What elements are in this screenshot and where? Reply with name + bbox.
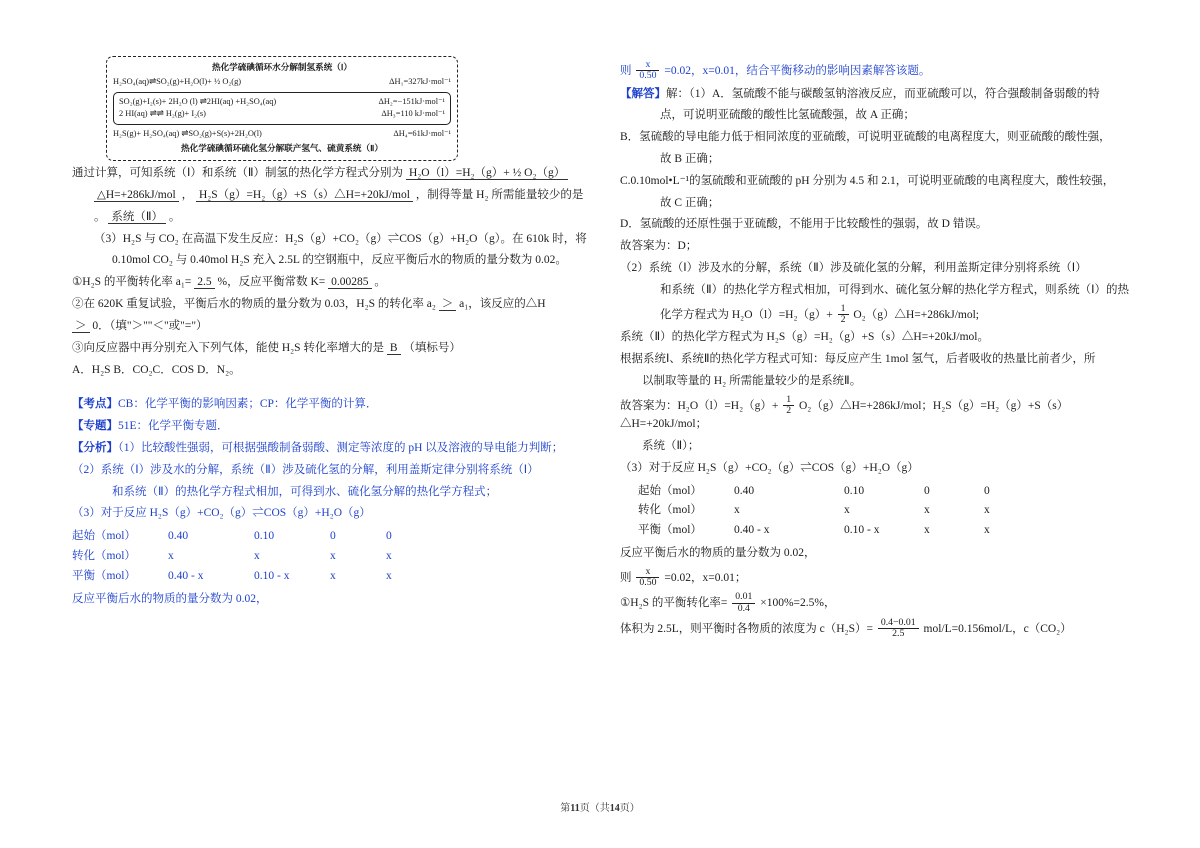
cell-value: x [330, 550, 336, 563]
footer-mid: 页（共 [579, 803, 610, 814]
row-label: 平衡（mol） [72, 569, 136, 582]
paragraph-right-x-fraction [620, 567, 1140, 589]
text-fragment: 0.10mol CO₂ 与 0.40mol H₂S 充入 2.5L 的空钢瓶中，反应平衡后水的物质的量分数为 0.02。 [112, 254, 567, 267]
equation-lhs: SO₂(g)+I₂(s)+ 2H₂O (l) ⇌2HI(aq) +H₂SO₄(aq) [119, 96, 277, 106]
cell-value: 0 [984, 484, 990, 497]
cell-value: x [984, 524, 990, 537]
right-column [620, 56, 1140, 643]
text-fragment: （填标号） [403, 341, 461, 354]
footer-total-pages: 14 [609, 803, 620, 814]
text-fragment: ，制得等量 H₂ 所需能量较少的是 [415, 189, 584, 202]
paragraph-fenxi-2: （2）系统（Ⅰ）涉及水的分解，系统（Ⅱ）涉及硫化氢的分解，利用盖斯定律分别将系统（Ⅰ） [72, 463, 539, 476]
equation-lhs: H₂S(g)+ H₂SO₄(aq) ⇌SO₂(g)+S(s)+2H₂O(l) [113, 128, 262, 138]
cell-value: x [386, 569, 392, 582]
cell-value: x [330, 569, 336, 582]
left-ice-table [72, 527, 392, 586]
paragraph-q3-intro [72, 231, 592, 249]
text-fragment: 故答案为：H₂O（l）=H₂（g）+ [620, 399, 779, 412]
zhuanti-label: 【专题】 [72, 420, 118, 433]
kaodian-label: 【考点】 [72, 398, 118, 411]
cell-value: 0.10 - x [254, 569, 290, 582]
table-row [620, 501, 990, 521]
paragraph-options: A．H₂S B．CO₂C．COS D．N₂。 [72, 363, 241, 376]
paragraph-explain-2d: 系统（Ⅱ）的热化学方程式为 H₂S（g）=H₂（g）+S（s）△H=+20kJ/mol。 [620, 331, 989, 344]
fraction-denominator: 2.5 [878, 628, 919, 639]
diagram-equation-row [113, 128, 451, 141]
text-fragment: ①H₂S 的平衡转化率 a₁= [72, 276, 192, 289]
diagram-equation-row [113, 76, 451, 89]
blank-choice: B [387, 342, 401, 355]
paragraph-option-b-cont: 故 B 正确； [660, 152, 720, 165]
cell-value: 0.10 [254, 530, 275, 543]
table-row [620, 521, 990, 541]
cell-value: 0.40 [168, 530, 189, 543]
cell-value: x [984, 504, 990, 517]
text-fragment: ①H₂S 的平衡转化率= [620, 597, 728, 610]
diagram-title-bottom: 热化学硫碘循环硫化氢分解联产氢气、硫黄系统（Ⅱ） [181, 143, 383, 154]
table-row [72, 567, 392, 587]
jieda-text: 解：（1）A．氢硫酸不能与碳酸氢钠溶液反应，而亚硫酸可以，符合强酸制备弱酸的特 [666, 87, 1100, 100]
paragraph-fenxi-2-cont: 和系统（Ⅱ）的热化学方程式相加，可得到水、硫化氢分解的热化学方程式； [112, 485, 498, 498]
fraction [636, 60, 659, 82]
paragraph-fenxi-3: （3）对于反应 H₂S（g）+CO₂（g）⇌COS（g）+H₂O（g） [72, 507, 371, 520]
text-fragment: 。 [168, 210, 181, 223]
cell-value: 0.40 - x [168, 569, 204, 582]
cell-value: x [924, 504, 930, 517]
text-fragment: O₂（g）△H=+286kJ/mol；H₂S（g）=H₂（g）+S（s）△H=+20kJ/mol； [620, 399, 1069, 431]
row-label: 转化（mol） [638, 504, 702, 517]
footer-suffix: 页） [619, 803, 640, 814]
paragraph-explain-3: （3）对于反应 H₂S（g）+CO₂（g）⇌COS（g）+H₂O（g） [620, 461, 919, 474]
paragraph-explain-2c [620, 304, 1140, 326]
paragraph-explain-2f: 以制取等量的 H₂ 所需能量较少的是系统Ⅱ。 [642, 374, 862, 387]
paragraph-option-c-cont: 故 C 正确； [660, 196, 720, 209]
text-fragment: O₂（g）△H=+286kJ/mol; [853, 308, 979, 321]
paragraph-answer-2 [620, 395, 1140, 434]
paragraph-explain-2e: 根据系统Ⅰ、系统Ⅱ的热化学方程式可知：每反应产生 1mol 氢气，后者吸收的热量比前者少，所 [620, 353, 1096, 365]
text-fragment: =0.02，x=0.01，结合平衡移动的影响因素解答该题。 [664, 64, 931, 77]
paragraph-q3-2-cont [72, 318, 592, 336]
paragraph-zhuanti [72, 418, 592, 436]
cell-value: x [254, 550, 260, 563]
equation-rhs: ΔH₁=327kJ·mol⁻¹ [389, 76, 451, 86]
paragraph-q1-calc [620, 592, 1140, 614]
paragraph-system-conclusion-cont2 [72, 209, 592, 227]
fraction-numerator: x [645, 59, 651, 70]
fraction [636, 567, 659, 589]
fraction-denominator: 2 [838, 314, 849, 325]
diagram-equation-row [119, 96, 445, 109]
text-fragment: 通过计算，可知系统（Ⅰ）和系统（Ⅱ）制氢的热化学方程式分别为 [72, 167, 404, 180]
table-row [72, 527, 392, 547]
text-fragment: 。 [374, 276, 386, 289]
fraction-denominator: 0.50 [636, 70, 659, 81]
text-fragment: 化学方程式为 H₂O（l）=H₂（g）+ [660, 308, 833, 321]
cell-value: x [844, 504, 850, 517]
paragraph-q2-calc [620, 618, 1140, 640]
text-fragment: mol/L=0.156mol/L，c（CO₂） [923, 622, 1072, 635]
diagram-equation-row [119, 108, 445, 121]
cell-value: x [386, 550, 392, 563]
text-fragment: ③向反应器中再分别充入下列气体，能使 H₂S 转化率增大的是 [72, 341, 384, 354]
text-fragment: 则 [620, 64, 632, 77]
paragraph-q3-intro-cont [72, 252, 592, 270]
fraction [783, 395, 794, 417]
paragraph-q3-3 [72, 340, 592, 358]
jieda-label: 【解答】 [620, 87, 666, 100]
cell-value: x [924, 524, 930, 537]
paragraph-option-c: C.0.10mol•L⁻¹的氢硫酸和亚硫酸的 pH 分别为 4.5 和 2.1，可说明亚硫酸的电离程度大，酸性较强， [620, 174, 1115, 187]
paragraph-answer-2-cont: 系统（Ⅱ）； [642, 439, 700, 452]
equation-rhs: ΔH₄=61kJ·mol⁻¹ [393, 128, 451, 138]
row-label: 平衡（mol） [638, 524, 702, 537]
table-row [620, 482, 990, 502]
text-fragment: a₁，该反应的△H [459, 298, 546, 311]
zhuanti-text: 51E：化学平衡专题． [118, 420, 229, 433]
equation-rhs: ΔH₂=−151kJ·mol⁻¹ [378, 96, 445, 106]
paragraph-q3-2 [72, 296, 592, 314]
text-fragment: %，反应平衡常数 K= [217, 276, 326, 289]
blank-conversion-rate: 2.5 [194, 276, 214, 289]
fraction-denominator: 0.50 [636, 577, 659, 588]
blank-answer-3: 系统（Ⅱ） [108, 211, 166, 224]
cell-value: x [734, 504, 740, 517]
blank-compare-2: ＞ [72, 320, 90, 333]
footer-page-number: 11 [570, 803, 580, 814]
diagram-inner-box [113, 92, 451, 125]
equation-lhs: H₂SO₄(aq)⇌SO₂(g)+H₂O(l)+ ½ O₂(g) [113, 76, 242, 86]
text-fragment: （3）H₂S 与 CO₂ 在高温下发生反应：H₂S（g）+CO₂（g）⇌COS（g）+H₂O（g）。在 610k 时，将 [94, 232, 587, 245]
page-footer [0, 799, 1200, 814]
paragraph-right-after-table: 反应平衡后水的物质的量分数为 0.02， [620, 547, 816, 560]
paragraph-kaodian [72, 396, 592, 414]
fraction [838, 304, 849, 326]
blank-answer-dh1: △H=+286kJ/mol [94, 189, 179, 202]
fraction-numerator: x [645, 565, 651, 577]
paragraph-option-b: B．氢硫酸的导电能力低于相同浓度的亚硫酸，可说明亚硫酸的电离程度大，则亚硫酸的酸性强， [620, 131, 1111, 144]
text-fragment: 。 [94, 210, 106, 223]
text-fragment: =0.02，x=0.01； [664, 571, 747, 584]
fraction [732, 592, 755, 614]
fraction-numerator: 0.4−0.01 [880, 616, 916, 628]
text-fragment: 体积为 2.5L，则平衡时各物质的浓度为 c（H₂S）= [620, 622, 873, 635]
kaodian-text: CB：化学平衡的影响因素；CP：化学平衡的计算． [118, 398, 378, 411]
paragraph-explain-2a: （2）系统（Ⅰ）涉及水的分解，系统（Ⅱ）涉及硫化氢的分解，利用盖斯定律分别将系统（Ⅰ） [620, 262, 1087, 275]
blank-answer-2: H₂S（g）=H₂（g）+S（s）△H=+20kJ/mol [196, 189, 413, 202]
fraction-denominator: 2 [783, 405, 794, 416]
cell-value: 0.40 [734, 484, 755, 497]
fraction-numerator: 1 [840, 302, 846, 314]
diagram-title-top: 热化学硫碘循环水分解制氢系统（Ⅰ） [211, 62, 353, 72]
paragraph-then-fraction [620, 60, 1140, 82]
paragraph-jieda-cont: 点，可说明亚硫酸的酸性比氢硫酸强，故 A 正确； [660, 109, 915, 122]
paragraph-answer-1: 故答案为：D； [620, 240, 698, 253]
row-label: 起始（mol） [72, 530, 136, 543]
paragraph-option-d: D．氢硫酸的还原性强于亚硫酸，不能用于比较酸性的强弱，故 D 错误。 [620, 218, 988, 231]
cell-value: x [168, 550, 174, 563]
text-fragment: 则 [620, 571, 632, 584]
blank-answer-1: H₂O（l）=H₂（g）+ ½ O₂（g） [406, 167, 568, 180]
left-column [72, 56, 592, 612]
paragraph-after-table: 反应平衡后水的物质的量分数为 0.02， [72, 592, 268, 605]
fraction-numerator: 1 [786, 393, 792, 405]
fenxi-label: 【分析】 [72, 441, 118, 454]
fraction-denominator: 0.4 [732, 603, 755, 614]
cell-value: 0.40 - x [734, 524, 770, 537]
paragraph-jieda [620, 86, 1140, 104]
cell-value: 0 [386, 530, 392, 543]
equation-lhs: 2 HI(aq) ⇌⇌ H₂(g)+ I₂(s) [119, 109, 206, 119]
text-fragment: ， [181, 189, 194, 202]
row-label: 起始（mol） [638, 484, 702, 497]
cell-value: 0 [924, 484, 930, 497]
paragraph-fenxi [72, 440, 592, 458]
row-label: 转化（mol） [72, 550, 136, 563]
blank-equilibrium-constant: 0.00285 [328, 276, 371, 289]
fraction [878, 618, 919, 640]
text-fragment: ②在 620K 重复试验，平衡后水的物质的量分数为 0.03，H₂S 的转化率 a₂ [72, 298, 436, 311]
paragraph-q3-1 [72, 274, 592, 292]
paragraph-system-conclusion-cont [72, 187, 592, 205]
text-fragment: 0．（填"＞""＜"或"="） [92, 319, 208, 332]
cell-value: 0.10 [844, 484, 865, 497]
footer-prefix: 第 [560, 803, 571, 814]
paragraph-system-conclusion [72, 165, 592, 183]
cell-value: 0 [330, 530, 336, 543]
equation-rhs: ΔH₃=110 kJ·mol⁻¹ [381, 109, 445, 119]
blank-compare-1: ＞ [439, 298, 457, 311]
cell-value: 0.10 - x [844, 524, 880, 537]
paragraph-explain-2b: 和系统（Ⅱ）的热化学方程式相加，可得到水、硫化氢分解的热化学方程式，则系统（Ⅰ）的热 [660, 283, 1130, 296]
right-ice-table [620, 482, 990, 541]
fraction-numerator: 0.01 [735, 591, 753, 603]
text-fragment: ×100%=2.5%， [760, 597, 836, 610]
table-row [72, 547, 392, 567]
thermochemical-diagram [106, 56, 458, 161]
fenxi-text-1: （1）比较酸性强弱，可根据强酸制备弱酸、测定等浓度的 pH 以及溶液的导电能力判断； [118, 441, 564, 454]
